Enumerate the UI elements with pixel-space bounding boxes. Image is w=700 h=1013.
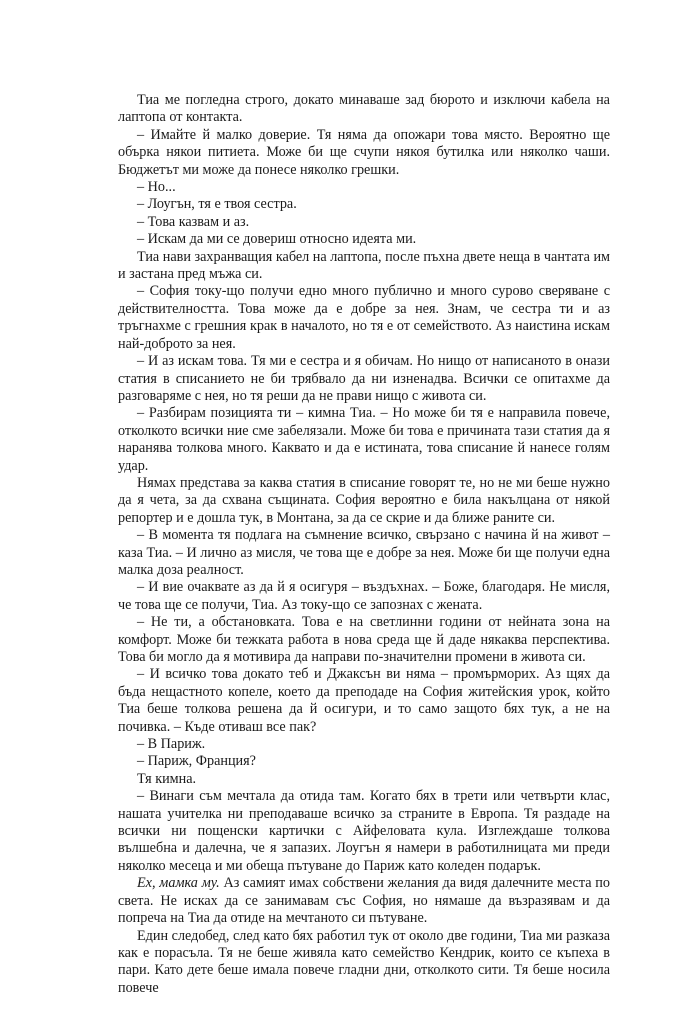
paragraph-18: Тя кимна.	[137, 770, 197, 787]
paragraph-10: – Разбирам позицията ти – кимна Тиа. – Но може би тя е направила повече, отколкото всички ние сме забелязали. Може би това е причината тази статия да я наранява толкова много. Каквато и да е истината, това списание й нанесе голям удар.	[118, 405, 610, 474]
paragraph-15: – И всичко това докато теб и Джаксън ви няма – промърморих. Аз щях да бъда нещастното копеле, което да преподаде на София житейския урок, който Тиа беше толкова решена да й осигури, и то само защото бях тук, а не на почивка. – Къде отиваш все пак?	[118, 666, 610, 735]
paragraph-20-text: Аз самият имах собствени желания да видя далечните места по света. Не исках да се занимавам със София, но нямаше да възразявам и да попреча на Тиа да отиде на мечтаното си пътуване.	[118, 875, 610, 927]
paragraph-5: – Това казвам и аз.	[137, 213, 250, 230]
italic-phrase: Ех, мамка му.	[137, 875, 220, 892]
paragraph-11: Нямах представа за каква статия в списание говорят те, но не ми беше нужно да я чета, за да схвана същината. София вероятно е била накълцана от някой репортер и е дошла тук, в Монтана, за да се скрие и да ближе раните си.	[118, 474, 610, 526]
paragraph-13: – И вие очаквате аз да й я осигуря – въздъхнах. – Боже, благодаря. Не мисля, че това ще се получи, Тиа. Аз току-що се запознах с жената.	[118, 579, 610, 613]
paragraph-6: – Искам да ми се довериш относно идеята ми.	[137, 231, 417, 248]
book-page	[118, 92, 610, 997]
paragraph-3: – Но...	[137, 179, 176, 196]
paragraph-9: – И аз искам това. Тя ми е сестра и я обичам. Но нищо от написаното в онази статия в списанието не би трябвало да ни изненадва. Всички се опитахме да разговаряме с нея, но тя реши да не прави нищо с живота си.	[118, 353, 610, 404]
paragraph-19: – Винаги съм мечтала да отида там. Когато бях в трети или четвърти клас, нашата учителка ни преподаваше всичко за страните в Европа. Тя раздаде на всички ни пощенски картички с Айфеловата кула. Изглеждаше толкова вълшебна и далечна, че я запазих. Лоугън я намери в работилницата ми преди няколко месеца и ми обеща пътуване до Париж като коледен подарък.	[118, 788, 610, 874]
paragraph-2: – Имайте й малко доверие. Тя няма да опожари това място. Вероятно ще обърка някои питиета. Може би ще счупи някоя бутилка или няколко чаши. Бюджетът ми може да понесе няколко грешки.	[118, 126, 610, 178]
paragraph-17: – Париж, Франция?	[137, 753, 256, 770]
paragraph-21: Един следобед, след като бях работил тук от около две години, Тиа ми разказа как е порасъла. Тя не беше живяла като семейство Кендрик, които се къпеха в пари. Като дете беше имала повече гладни дни, отколкото сити. Тя беше носила повече	[118, 927, 610, 996]
paragraph-16: – В Париж.	[137, 736, 206, 753]
paragraph-14: – Не ти, а обстановката. Това е на светлинни години от нейната зона на комфорт. Може би тежката работа в нова среда ще й даде някаква перспектива. Това би могло да я мотивира да направи по-значителни промени в живота си.	[118, 614, 610, 665]
paragraph-8: – София току-що получи едно много публично и много сурово сверяване с действителността. Това може да е добре за нея. Знам, че сестра ти и аз тръгнахме с грешния крак в началото, но тя е от семейството. Аз наистина искам най-доброто за нея.	[118, 283, 610, 352]
paragraph-20	[118, 875, 610, 927]
paragraph-7: Тиа нави захранващия кабел на лаптопа, после пъхна двете неща в чантата им и застана пред мъжа си.	[118, 248, 611, 283]
paragraph-4: – Лоугън, тя е твоя сестра.	[137, 196, 297, 213]
paragraph-12: – В момента тя подлага на съмнение всичко, свързано с начина й на живот – каза Тиа. – И лично аз мисля, че това ще е добре за нея. Може би ще получи една малка доза реалност.	[118, 527, 610, 578]
paragraph-1: Тиа ме погледна строго, докато минаваше зад бюрото и изключи кабела на лаптопа от контакта.	[118, 92, 610, 126]
